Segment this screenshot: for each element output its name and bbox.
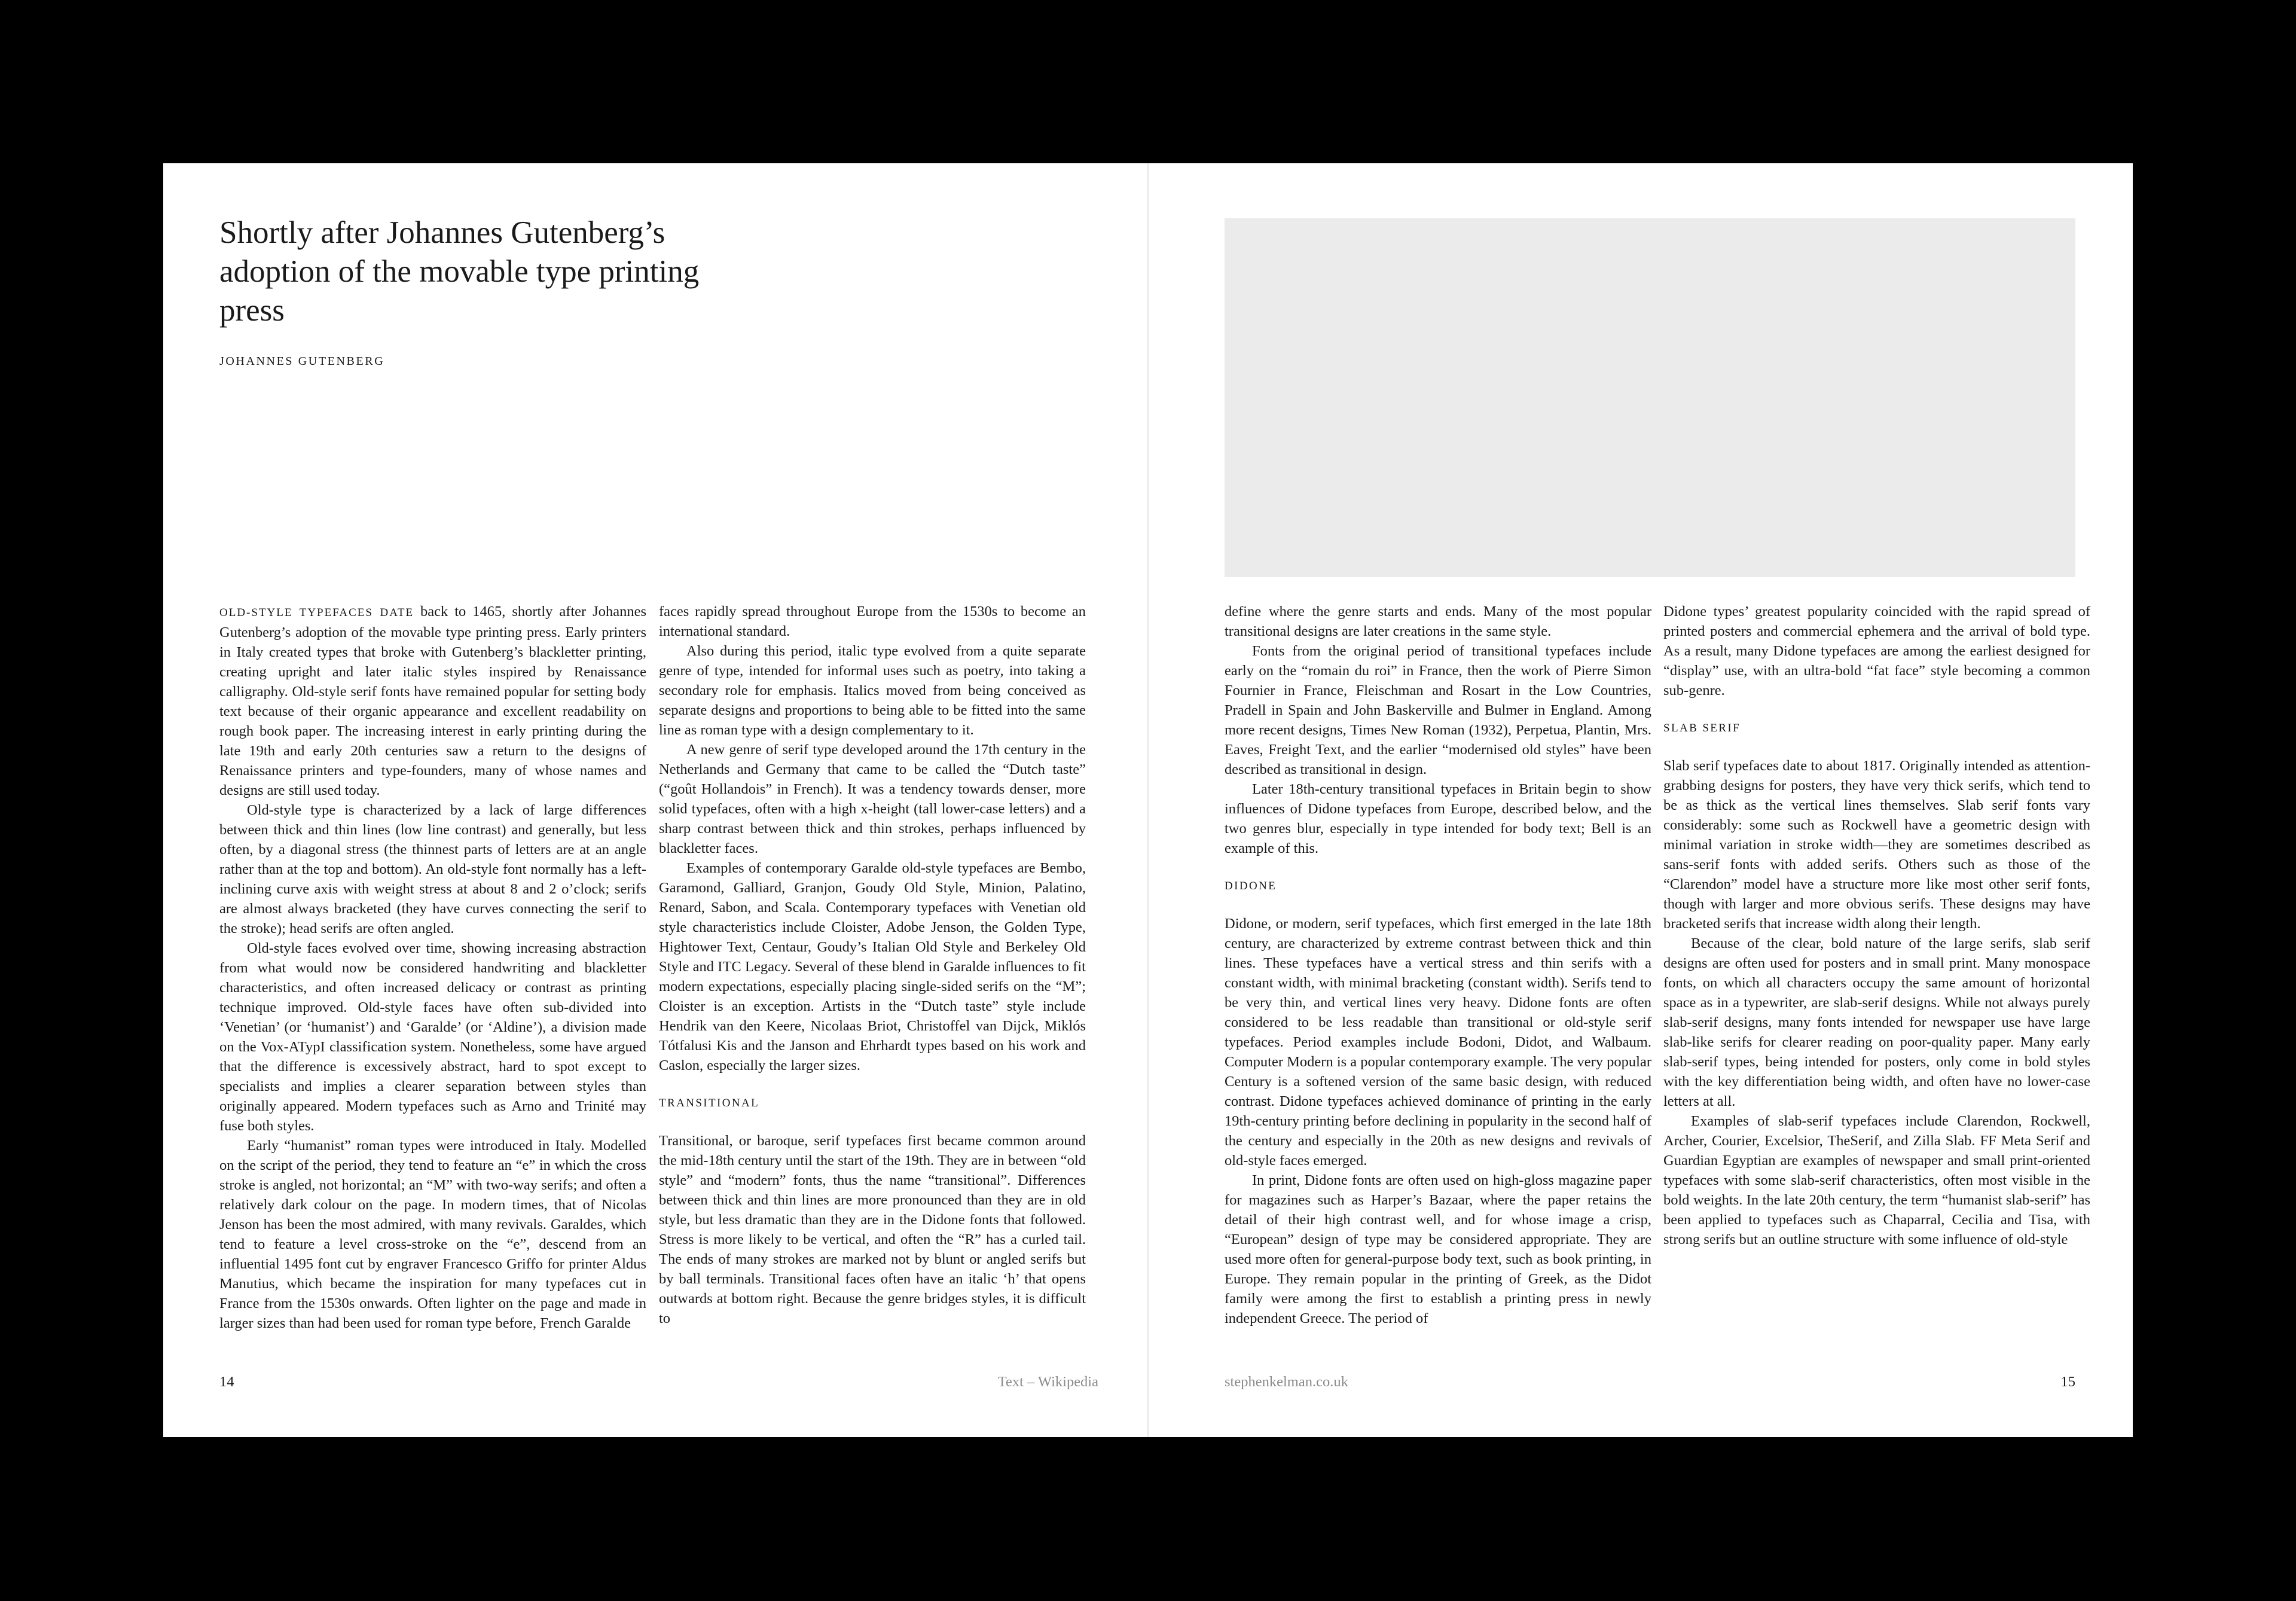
paragraph: Slab serif typefaces date to about 1817. Originally intended as attention-grabbing designs for posters, they have very thick serifs, which tend to be as thick as the vertical lines themselves. Slab serif fonts vary considerably: some such as Rockwell have a geometric design with minimal variation in stroke width—they are sometimes described as sans-serif fonts with added serifs. Others such as those of the “Clarendon” model have a structure more like most other serif fonts, though with larger and more obvious serifs. These designs may have bracketed serifs that increase width along their length. [1663,758,2090,932]
paragraph: In print, Didone fonts are often used on high-gloss magazine paper for magazines such as Harper’s Bazaar, where the paper retains the detail of their high contrast well, and for whose image a crisp, “European” design of type may be considered appropriate. They are used more often for general-purpose body text, such as book printing, in Europe. They remain popular in the printing of Greek, as the Didot family were among the first to establish a printing press in newly independent Greece. The period of [1225,1172,1651,1326]
image-placeholder [1225,218,2075,577]
byline: JOHANNES GUTENBERG [219,355,385,368]
paragraph: Examples of contemporary Garalde old-style typefaces are Bembo, Garamond, Galliard, Granjon, Goudy Old Style, Minion, Palatino, Renard, Sabon, and Scala. Contemporary typefaces with Venetian old style characteristics include Cloister, Adobe Jenson, the Golden Type, Hightower Text, Centaur, Goudy’s Italian Old Style and Berkeley Old Style and ITC Legacy. Several of these blend in Garalde influences to fit modern expectations, especially placing single-sided serifs on the “M”; Cloister is an exception. Artists in the “Dutch taste” style include Hendrik van den Keere, Nicolaas Briot, Christoffel van Dijck, Miklós Tótfalusi Kis and the Janson and Ehrhardt types based on his work and Caslon, especially the larger sizes. [659,860,1086,1074]
run-in-heading: OLD-STYLE TYPEFACES DATE [219,606,414,619]
paragraph: define where the genre starts and ends. Many of the most popular transitional designs are later creations in the same style. [1225,603,1651,639]
paragraph [219,602,646,800]
paragraph: Transitional, or baroque, serif typefaces first became common around the mid-18th century until the start of the 19th. They are in between “old style” and “modern” fonts, thus the name “transitional”. Differences between thick and thin lines are more pronounced than they are in old style, but less dramatic than they are in the Didone fonts that followed. Stress is more likely to be vertical, and often the “R” has a curled tail. The ends of many strokes are marked not by blunt or angled serifs but by ball terminals. Transitional faces often have an italic ‘h’ that opens outwards at bottom right. Because the genre bridges styles, it is difficult to [659,1133,1086,1326]
section-heading-slab-serif: SLAB SERIF [1663,722,1741,734]
running-footer-left: Text – Wikipedia [997,1374,1098,1390]
paragraph: Fonts from the original period of transitional typefaces include early on the “romain du roi” in France, then the work of Pierre Simon Fournier in France, Fleischman and Rosart in the Low Countries, Pradell in Spain and John Baskerville and Bulmer in England. Among more recent designs, Times New Roman (1932), Perpetua, Plantin, Mrs. Eaves, Freight Text, and the earlier “modernised old styles” have been described as transitional in design. [1225,643,1651,777]
paragraph: Early “humanist” roman types were introduced in Italy. Modelled on the script of the period, they tend to feature an “e” in which the cross stroke is angled, not horizontal; an “M” with two-way serifs; and often a relatively dark colour on the page. In modern times, that of Nicolas Jenson has been the most admired, with many revivals. Garaldes, which tend to feature a level cross-stroke on the “e”, descend from an influential 1495 font cut by engraver Francesco Griffo for printer Aldus Manutius, which became the inspiration for many typefaces cut in France from the 1530s onwards. Often lighter on the page and made in larger sizes than had been used for roman type before, French Garalde [219,1138,646,1331]
page-gutter [1147,163,1149,1437]
paragraph: Examples of slab-serif typefaces include Clarendon, Rockwell, Archer, Courier, Excelsior, TheSerif, and Zilla Slab. FF Meta Serif and Guardian Egyptian are examples of newspaper and small print-oriented typefaces with some slab-serif characteristics, often most visible in the bold weights. In the late 20th century, the term “humanist slab-serif” has been applied to typefaces such as Chaparral, Cecilia and Tisa, with strong serifs but an outline structure with some influence of old-style [1663,1113,2090,1248]
section-heading-didone: DIDONE [1225,880,1277,892]
paragraph: Also during this period, italic type evolved from a quite separate genre of type, intended for informal uses such as poetry, into taking a secondary role for emphasis. Italics moved from being conceived as separate designs and proportions to being able to be fitted into the same line as roman type with a design complementary to it. [659,643,1086,738]
book-spread [163,163,2133,1437]
text-column-4 [1663,602,2090,1249]
text-column-2 [659,602,1086,1328]
paragraph: Didone types’ greatest popularity coincided with the rapid spread of printed posters and commercial ephemera and the arrival of bold type. As a result, many Didone typefaces are among the earliest designed for “display” use, with an ultra-bold “fat face” style becoming a common sub-genre. [1663,603,2090,699]
text-column-3 [1225,602,1651,1328]
paragraph-text: back to 1465, shortly after Johannes Gutenberg’s adoption of the movable type printing press. Early printers in Italy created types that broke with Gutenberg’s blackletter printing, creating upright and later italic styles inspired by Renaissance calligraphy. Old-style serif fonts have remained popular for setting body text because of their organic appearance and excellent readability on rough book paper. The increasing interest in early printing during the late 19th and early 20th centuries saw a return to the designs of Renaissance printers and type-founders, many of whose names and designs are still used today. [219,603,646,798]
paragraph: faces rapidly spread throughout Europe from the 1530s to become an international standard. [659,603,1086,639]
page-number-right: 15 [2060,1374,2075,1390]
article-title: Shortly after Johannes Gutenberg’s adoption of the movable type printing press [219,215,700,328]
section-heading-transitional: TRANSITIONAL [659,1097,760,1109]
paragraph: Old-style faces evolved over time, showing increasing abstraction from what would now be considered handwriting and blackletter characteristics, and often increased delicacy or contrast as printing technique improved. Old-style faces have often sub-divided into ‘Venetian’ (or ‘humanist’) and ‘Garalde’ (or ‘Aldine’), a division made on the Vox-ATypI classification system. Nonetheless, some have argued that the difference is excessively abstract, hard to spot except to specialists and implies a clearer separation between styles than originally appeared. Modern typefaces such as Arno and Trinité may fuse both styles. [219,940,646,1134]
paragraph: A new genre of serif type developed around the 17th century in the Netherlands and Germany that came to be called the “Dutch taste” (“goût Hollandois” in French). It was a tendency towards denser, more solid typefaces, often with a high x-height (tall lower-case letters) and a sharp contrast between thick and thin strokes, perhaps influenced by blackletter faces. [659,742,1086,856]
page-number-left: 14 [219,1374,234,1390]
text-column-1 [219,602,646,1333]
paragraph: Didone, or modern, serif typefaces, which first emerged in the late 18th century, are characterized by extreme contrast between thick and thin lines. These typefaces have a vertical stress and thin serifs with a constant width, with minimal bracketing (constant width). Serifs tend to be very thin, and vertical lines very heavy. Didone fonts are often considered to be less readable than transitional or old-style serif typefaces. Period examples include Bodoni, Didot, and Walbaum. Computer Modern is a popular contemporary example. The very popular Century is a softened version of the same basic design, with reduced contrast. Didone typefaces achieved dominance of printing in the early 19th-century printing before declining in popularity in the second half of the century and especially in the 20th as new designs and revivals of old-style faces emerged. [1225,916,1651,1169]
paragraph: Old-style type is characterized by a lack of large differences between thick and thin lines (low line contrast) and generally, but less often, by a diagonal stress (the thinnest parts of letters are at an angle rather than at the top and bottom). An old-style font normally has a left-inclining curve axis with weight stress at about 8 and 2 o’clock; serifs are almost always bracketed (they have curves connecting the serif to the stroke); head serifs are often angled. [219,802,646,937]
paragraph: Because of the clear, bold nature of the large serifs, slab serif designs are often used for posters and in small print. Many monospace fonts, on which all characters occupy the same amount of horizontal space as in a typewriter, are slab-serif designs. While not always purely slab-serif designs, many fonts intended for newspaper use have large slab-like serifs for clearer reading on poor-quality paper. Many early slab-serif types, being intended for posters, only come in bold styles with the key differentiation being width, and often have no lower-case letters at all. [1663,935,2090,1109]
paragraph: Later 18th-century transitional typefaces in Britain begin to show influences of Didone typefaces from Europe, described below, and the two genres blur, especially in type intended for body text; Bell is an example of this. [1225,781,1651,856]
running-footer-right: stephenkelman.co.uk [1225,1374,1348,1390]
